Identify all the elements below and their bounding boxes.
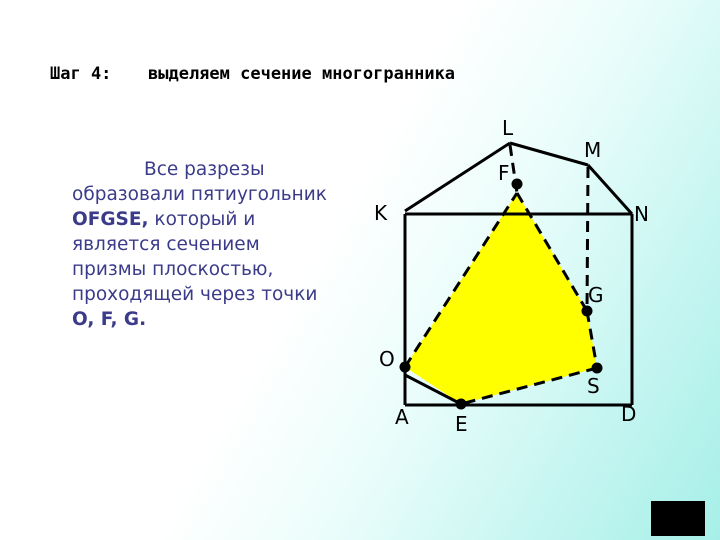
label-s: S bbox=[587, 374, 600, 398]
step-label: Шаг 4: bbox=[50, 64, 112, 84]
label-m: M bbox=[584, 138, 602, 162]
edge-mn bbox=[588, 165, 632, 214]
point-s bbox=[592, 363, 603, 374]
desc-line-5: призмы плоскостью, bbox=[72, 259, 274, 280]
section-polygon-ofgse bbox=[405, 193, 597, 404]
desc-line-1: Все разрезы bbox=[144, 159, 265, 180]
edge-kl bbox=[405, 143, 510, 211]
point-o bbox=[400, 362, 411, 373]
edge-lm bbox=[510, 143, 588, 165]
desc-line-2: образовали пятиугольник bbox=[72, 184, 327, 205]
label-g: G bbox=[588, 283, 604, 307]
label-f: F bbox=[498, 161, 510, 185]
nav-button[interactable] bbox=[651, 501, 705, 536]
desc-line-3: который и bbox=[148, 209, 256, 230]
desc-line-4: является сечением bbox=[72, 234, 260, 255]
label-l: L bbox=[502, 116, 514, 140]
desc-polygon-name: OFGSE, bbox=[72, 209, 149, 230]
step-title: выделяем сечение многогранника bbox=[148, 64, 456, 84]
point-g bbox=[582, 306, 593, 317]
point-f bbox=[512, 179, 523, 190]
label-k: K bbox=[374, 201, 388, 225]
desc-points: O, F, G. bbox=[72, 309, 147, 330]
label-d: D bbox=[621, 402, 637, 426]
label-e: E bbox=[455, 412, 468, 436]
desc-line-6: проходящей через точки bbox=[72, 284, 318, 305]
label-o: O bbox=[379, 347, 395, 371]
label-a: A bbox=[395, 405, 409, 429]
label-n: N bbox=[634, 202, 649, 226]
point-e bbox=[456, 399, 467, 410]
